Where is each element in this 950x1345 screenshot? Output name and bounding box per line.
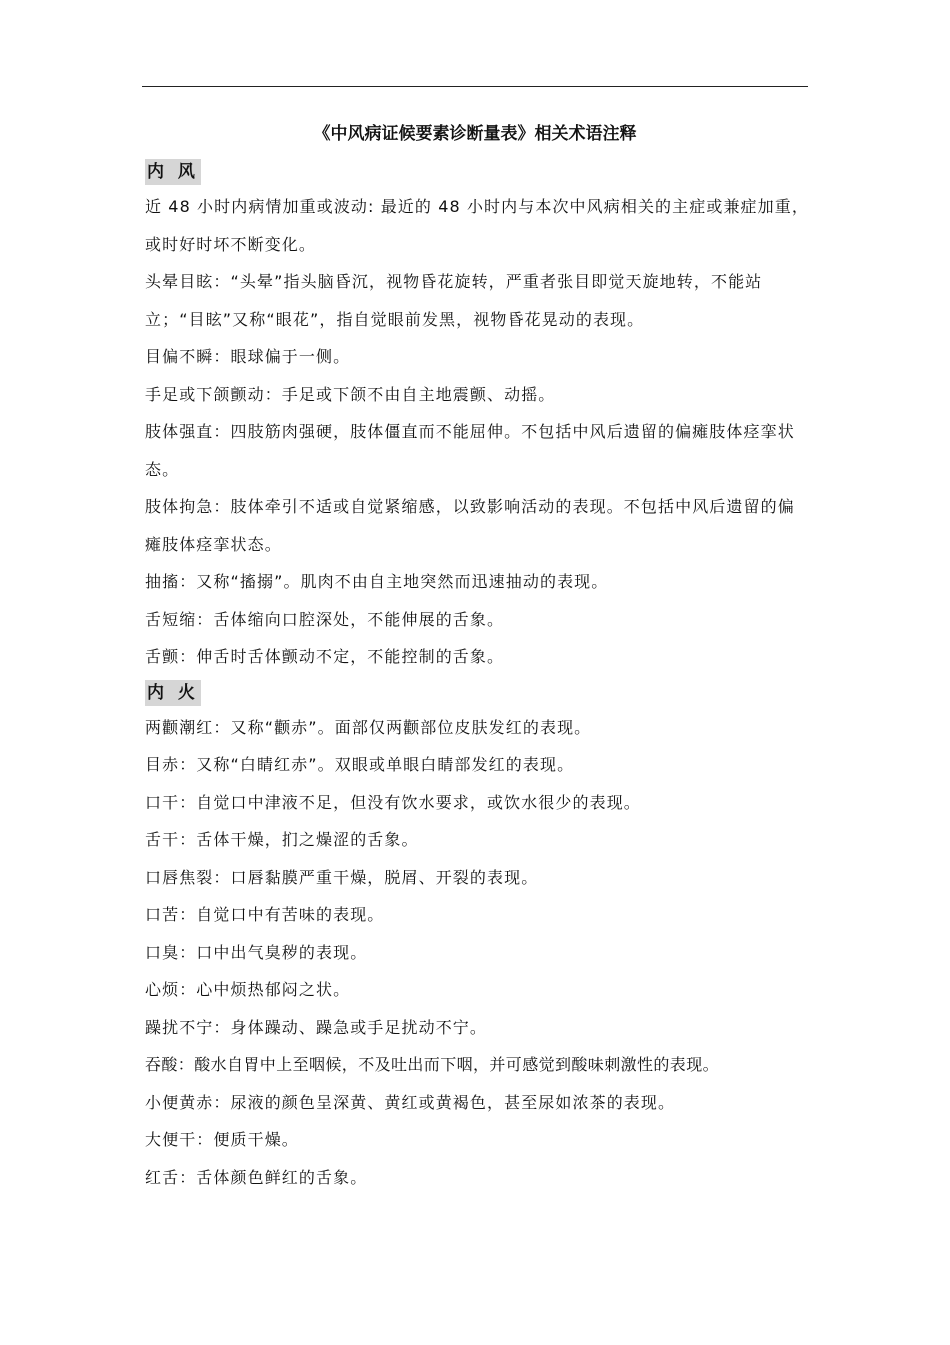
- term-entry: 头晕目眩：“头晕”指头脑昏沉，视物昏花旋转，严重者张目即觉天旋地转，不能站立；“目眩”又称“眼花”，指自觉眼前发黑，视物昏花晃动的表现。: [145, 272, 763, 329]
- term-entry: 舌短缩：舌体缩向口腔深处，不能伸展的舌象。: [145, 609, 505, 629]
- term-entry: 目赤：又称“白睛红赤”。双眼或单眼白睛部发红的表现。: [145, 755, 575, 774]
- term-entry: 吞酸：酸水自胃中上至咽候，不及吐出而下咽，并可感觉到酸味刺激性的表现。: [145, 1055, 720, 1074]
- section-heading: 内 风: [145, 159, 201, 185]
- term-entry: 目偏不瞬：眼球偏于一侧。: [145, 347, 351, 366]
- term-entry: 心烦：心中烦热郁闷之状。: [145, 980, 351, 999]
- term-entry: 舌颤：伸舌时舌体颤动不定，不能控制的舌象。: [145, 647, 505, 666]
- document-title: 《中风病证候要素诊断量表》相关术语注释: [313, 124, 637, 144]
- term-entry: 红舌：舌体颜色鲜红的舌象。: [145, 1167, 368, 1187]
- term-entry: 躁扰不宁：身体躁动、躁急或手足扰动不宁。: [145, 1017, 488, 1037]
- term-entry: 抽搐：又称“搐搦”。肌肉不由自主地突然而迅速抽动的表现。: [145, 572, 609, 591]
- term-entry: 口苦：自觉口中有苦味的表现。: [145, 905, 385, 924]
- term-entry: 小便黄赤：尿液的颜色呈深黄、黄红或黄褐色，甚至尿如浓茶的表现。: [145, 1092, 676, 1112]
- term-entry: 口唇焦裂：口唇黏膜严重干燥，脱屑、开裂的表现。: [145, 867, 539, 887]
- document-body: [145, 155, 809, 1196]
- section-internal-wind: [145, 155, 809, 676]
- term-entry: 口臭：口中出气臭秽的表现。: [145, 942, 368, 962]
- term-entry: 大便干：便质干燥。: [145, 1130, 299, 1149]
- section-heading: 内 火: [145, 680, 201, 706]
- term-entry: 口干：自觉口中津液不足，但没有饮水要求，或饮水很少的表现。: [145, 792, 641, 812]
- term-entry: 舌干：舌体干燥，扪之燥涩的舌象。: [145, 830, 419, 849]
- term-entry: 近 48 小时内病情加重或波动: 最近的 48 小时内与本次中风病相关的主症或兼症加重，或时好时坏不断变化。: [145, 197, 809, 254]
- term-entry: 肢体拘急：肢体牵引不适或自觉紧缩感，以致影响活动的表现。不包括中风后遗留的偏瘫肢体痉挛状态。: [145, 497, 795, 554]
- header-rule: [142, 86, 808, 87]
- section-internal-fire: [145, 676, 809, 1197]
- term-entry: 手足或下颌颤动：手足或下颌不由自主地震颤、动摇。: [145, 384, 556, 404]
- term-entry: 两颧潮红：又称“颧赤”。面部仅两颧部位皮肤发红的表现。: [145, 717, 592, 737]
- term-entry: 肢体强直：四肢筋肉强硬，肢体僵直而不能屈伸。不包括中风后遗留的偏瘫肢体痉挛状态。: [145, 422, 795, 479]
